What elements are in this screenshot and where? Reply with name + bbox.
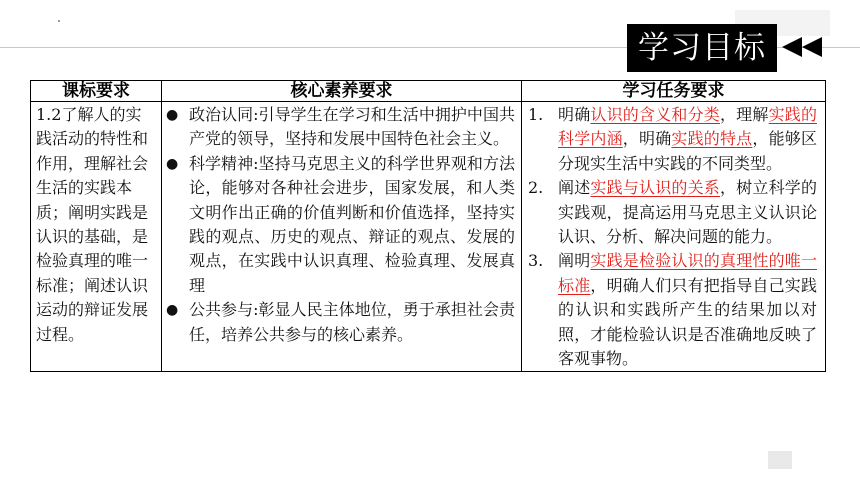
task-item [526,249,817,371]
task-text: ，明确人们只有把指导自己实践的认识和实践所产生的结果加以对照，才能检验认识是否准确地反映了客观事物。 [558,275,817,369]
literacy-item-text: 坚持马克思主义的科学世界观和方法论，能够对各种社会进步，国家发展，和人类文明作出正确的价值判断和价值选择，坚持实践的观点、历史的观点、辩证的观点、发展的观点，在实践中认识真理、检验真理、发展真理 [189,153,515,295]
page-title: 学习目标 [627,24,777,72]
literacy-item-name: 公共参与 [189,300,254,320]
double-left-arrow-icon [780,37,830,57]
task-text: ，树立科学的实践观，提高运用马克思主义认识论认识、分析、解决问题的能力。 [558,178,817,247]
literacy-item: ● 公共参与:彰显人民主体地位，勇于承担社会责任，培养公共参与的核心素养。 [166,298,515,347]
task-text: ，明确 [622,129,672,149]
corner-dot [58,20,60,22]
task-item [526,103,817,176]
bullet-icon: ● [166,107,179,123]
bullet-icon: ● [166,302,179,319]
header-standard: 课标要求 [31,81,162,102]
task-text: ，理解 [719,105,769,124]
tasks-cell [522,102,826,372]
task-text: 阐述 [558,178,591,198]
task-highlight: 实践是检验认识的真理性的唯一标准 [558,251,817,295]
task-text: 明确 [558,105,591,124]
task-number: 3. [528,251,544,271]
task-number: 1. [528,105,544,124]
literacy-cell [162,102,522,372]
task-text: ，能够区分现实生活中实践的不同类型。 [558,129,817,173]
task-highlight: 实践与认识的关系 [590,178,720,198]
literacy-item-name: 科学精神 [189,153,254,173]
task-number: 2. [528,178,544,198]
literacy-item: ● 科学精神:坚持马克思主义的科学世界观和方法论，能够对各种社会进步，国家发展，和人类文明作出正确的价值判断和价值选择，坚持实践的观点、历史的观点、辩证的观点、发展的观点，在实践中认识真理、检验真理、发展真理 [166,152,515,298]
header-tasks: 学习任务要求 [522,81,826,102]
task-item [526,176,817,249]
learning-goals-table [30,80,826,372]
standard-cell: 1.2了解人的实践活动的特性和作用，理解社会生活的实践本质；阐明实践是认识的基础，是检验真理的唯一标准；阐述认识运动的辩证发展过程。 [31,102,162,372]
literacy-item: ● 政治认同:引导学生在学习和生活中拥护中国共产党的领导，坚持和发展中国特色社会主义。 [166,103,515,152]
table-row [31,102,826,372]
bullet-icon: ● [166,155,179,172]
table-header-row [31,81,826,102]
task-text: 阐明 [558,251,591,271]
page-number-badge [768,451,792,469]
literacy-item-text: 彰显人民主体地位，勇于承担社会责任，培养公共参与的核心素养。 [189,300,515,344]
task-highlight: 认识的含义和分类 [590,105,720,124]
literacy-item-name: 政治认同 [189,105,254,124]
header-literacy: 核心素养要求 [162,81,522,102]
literacy-item-text: 引导学生在学习和生活中拥护中国共产党的领导，坚持和发展中国特色社会主义。 [189,105,515,149]
task-highlight: 实践的科学内涵 [558,105,817,149]
task-highlight: 实践的特点 [671,129,753,149]
